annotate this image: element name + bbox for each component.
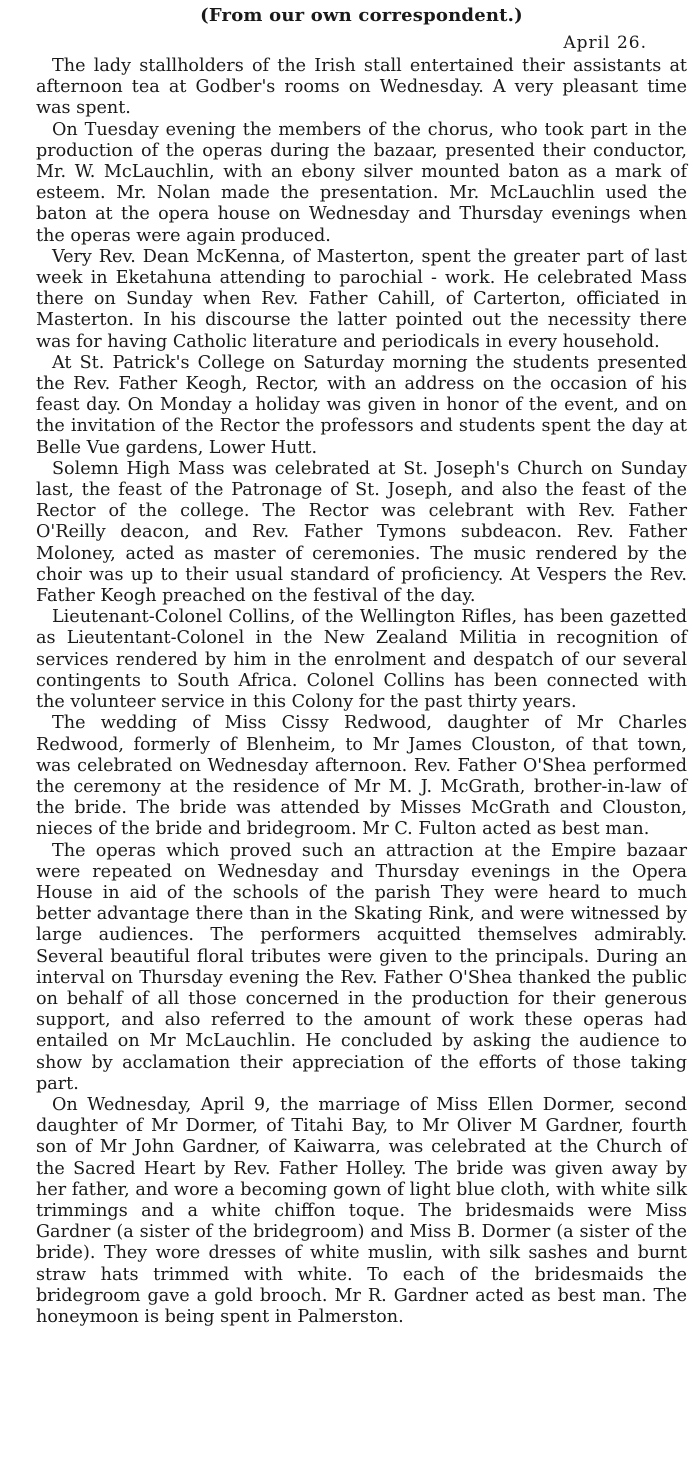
paragraph-solemn-high-mass: Solemn High Mass was celebrated at St. Joseph's Church on Sunday last, the feast of the Patronage of St. Joseph, and also the feast of the Rector of the college. The Rector was celebrant with Rev. Father O'Reilly deacon, and Rev. Father Tymons subdeacon. Rev. Father Moloney, acted as master of ceremonies. The music rendered by the choir was up to their usual standard of proficiency. At Vespers the Rev. Father Keogh preached on the festival of the day. [36,458,687,607]
paragraph-colonel-collins: Lieutenant-Colonel Collins, of the Wellington Rifles, has been gazetted as Lieutentant-Colonel in the New Zealand Militia in recognition of services rendered by him in the enrolment and despatch of our several contingents to South Africa. Colonel Collins has been connected with the volunteer service in this Colony for the past thirty years. [36,607,687,713]
paragraph-st-patricks-college: At St. Patrick's College on Saturday morning the students presented the Rev. Father Keogh, Rector, with an address on the occasion of his feast day. On Monday a holiday was given in honor of the event, and on the invitation of the Rector the professors and students spent the day at Belle Vue gardens, Lower Hutt. [36,352,687,458]
paragraph-operas-repeated: The operas which proved such an attraction at the Empire bazaar were repeated on Wednesday and Thursday evenings in the Opera House in aid of the schools of the parish They were heard to much better advantage there than in the Skating Rink, and were witnessed by large audiences. The performers acquitted themselves admirably. Several beautiful floral tributes were given to the principals. During an interval on Thursday evening the Rev. Father O'Shea thanked the public on behalf of all those concerned in the production for their generous support, and also referred to the amount of work these operas had entailed on Mr McLauchlin. He concluded by asking the audience to show by acclamation their appreciation of the efforts of those taking part. [36,840,687,1094]
paragraph-dormer-gardner-marriage: On Wednesday, April 9, the marriage of Miss Ellen Dormer, second daughter of Mr Dormer, of Titahi Bay, to Mr Oliver M Gardner, fourth son of Mr John Gardner, of Kaiwarra, was celebrated at the Church of the Sacred Heart by Rev. Father Holley. The bride was given away by her father, and wore a becoming gown of light blue cloth, with white silk trimmings and a white chiffon toque. The bridesmaids were Miss Gardner (a sister of the bridegroom) and Miss B. Dormer (a sister of the bride). They wore dresses of white muslin, with silk sashes and burnt straw hats trimmed with white. To each of the bridesmaids the bridegroom gave a gold brooch. Mr R. Gardner acted as best man. The honeymoon is being spent in Palmerston. [36,1094,687,1327]
paragraph-irish-stall: The lady stallholders of the Irish stall entertained their assistants at afternoon tea at Godber's rooms on Wednesday. A very pleasant time was spent. [36,56,687,119]
article-body [36,56,687,1328]
dateline: April 26. [563,33,647,53]
paragraph-dean-mckenna: Very Rev. Dean McKenna, of Masterton, spent the greater part of last week in Eketahuna attending to parochial - work. He celebrated Mass there on Sunday when Rev. Father Cahill, of Carterton, officiated in Masterton. In his discourse the latter pointed out the necessity there was for having Catholic literature and periodicals in every household. [36,246,687,352]
paragraph-redwood-wedding: The wedding of Miss Cissy Redwood, daughter of Mr Charles Redwood, formerly of Blenheim, to Mr James Clouston, of that town, was celebrated on Wednesday afternoon. Rev. Father O'Shea performed the ceremony at the residence of Mr M. J. McGrath, brother-in-law of the bride. The bride was attended by Misses McGrath and Clouston, nieces of the bride and bridegroom. Mr C. Fulton acted as best man. [36,713,687,840]
paragraph-chorus-baton: On Tuesday evening the members of the chorus, who took part in the production of the operas during the bazaar, presented their conductor, Mr. W. McLauchlin, with an ebony silver mounted baton as a mark of esteem. Mr. Nolan made the presentation. Mr. McLauchlin used the baton at the opera house on Wednesday and Thursday evenings when the operas were again produced. [36,119,687,246]
correspondent-byline: (From our own correspondent.) [200,5,523,26]
